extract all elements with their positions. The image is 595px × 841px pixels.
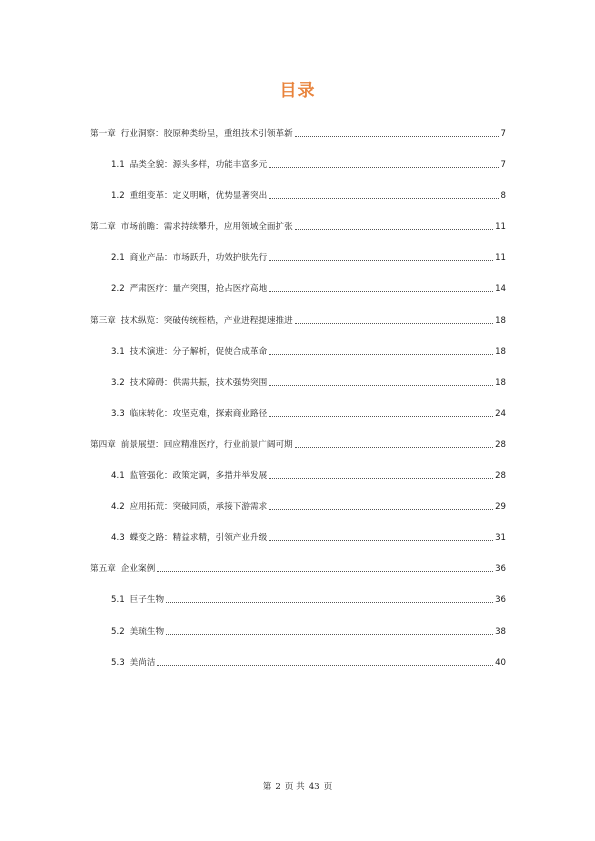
toc-chapter-entry[interactable]	[90, 315, 506, 346]
footer-prefix: 第	[262, 782, 272, 792]
toc-dot-leader	[166, 594, 493, 603]
toc-chapter-entry[interactable]	[90, 563, 506, 594]
toc-entry-page-number: 7	[500, 160, 506, 171]
toc-entry-page-number: 11	[495, 253, 506, 264]
footer-middle: 页 共	[284, 782, 305, 792]
toc-entry-number: 3.3	[111, 408, 125, 419]
toc-entry-number: 第五章	[90, 564, 116, 575]
toc-entry-number: 3.2	[111, 377, 125, 388]
toc-entry-page-number: 31	[495, 533, 506, 544]
toc-entry-number: 5.1	[111, 595, 125, 606]
toc-entry-title: 蝶变之路：精益求精，引领产业升级	[129, 533, 268, 544]
footer-current-page: 2	[275, 782, 281, 792]
toc-entry-title: 技术演进：分子解析，促使合成革命	[129, 346, 268, 357]
toc-entry-number: 2.2	[111, 284, 125, 295]
toc-section-entry[interactable]	[90, 190, 506, 221]
toc-dot-leader	[166, 626, 493, 635]
toc-entry-title: 企业案例	[120, 564, 156, 575]
toc-dot-leader	[269, 470, 493, 479]
toc-entry-number: 5.2	[111, 626, 125, 637]
toc-dot-leader	[269, 252, 493, 261]
toc-entry-title: 行业洞察：胶原种类纷呈，重组技术引领革新	[120, 129, 293, 139]
toc-entry-number: 5.3	[111, 657, 125, 668]
toc-dot-leader	[269, 283, 493, 292]
toc-section-entry[interactable]	[90, 657, 506, 688]
page-footer	[0, 780, 595, 792]
toc-dot-leader	[269, 408, 493, 417]
toc-entry-page-number: 11	[495, 222, 506, 233]
toc-section-entry[interactable]	[90, 283, 506, 314]
toc-entry-number: 1.2	[111, 191, 125, 202]
toc-dot-leader	[295, 315, 493, 324]
toc-entry-number: 第三章	[90, 315, 116, 326]
toc-section-entry[interactable]	[90, 252, 506, 283]
toc-chapter-entry[interactable]	[90, 221, 506, 252]
toc-section-entry[interactable]	[90, 470, 506, 501]
toc-entry-page-number: 18	[495, 315, 506, 326]
toc-entry-page-number: 38	[495, 626, 506, 637]
toc-entry-title: 应用拓荒：突破同质，承接下游需求	[129, 502, 268, 513]
toc-entry-page-number: 18	[495, 377, 506, 388]
toc-entry-title: 严肃医疗：量产突围，抢占医疗高地	[129, 284, 268, 295]
footer-total-pages: 43	[308, 782, 320, 792]
toc-entry-number: 4.1	[111, 471, 125, 482]
toc-entry-page-number: 36	[495, 595, 506, 606]
table-of-contents	[90, 128, 506, 688]
toc-entry-title: 临床转化：攻坚克难，探索商业路径	[129, 408, 268, 419]
toc-dot-leader	[295, 439, 493, 448]
toc-dot-leader	[157, 657, 493, 666]
toc-entry-title: 巨子生物	[129, 595, 165, 606]
toc-entry-title: 前景展望：回应精准医疗，行业前景广阔可期	[120, 439, 293, 450]
toc-chapter-entry[interactable]	[90, 128, 506, 159]
footer-suffix: 页	[323, 782, 333, 792]
toc-entry-number: 1.1	[111, 160, 125, 171]
toc-entry-page-number: 40	[495, 657, 506, 668]
toc-entry-title: 重组变革：定义明晰，优势显著突出	[129, 191, 268, 202]
toc-entry-number: 第一章	[90, 129, 116, 139]
toc-entry-number: 第四章	[90, 439, 116, 450]
toc-section-entry[interactable]	[90, 532, 506, 563]
toc-dot-leader	[269, 532, 493, 541]
toc-section-entry[interactable]	[90, 626, 506, 657]
toc-entry-title: 监管强化：政策定调，多措并举发展	[129, 471, 268, 482]
toc-section-entry[interactable]	[90, 408, 506, 439]
toc-entry-page-number: 14	[495, 284, 506, 295]
toc-dot-leader	[295, 128, 499, 137]
toc-section-entry[interactable]	[90, 377, 506, 408]
toc-entry-title: 市场前瞻：需求持续攀升，应用领域全面扩张	[120, 222, 293, 233]
toc-dot-leader	[269, 377, 493, 386]
toc-section-entry[interactable]	[90, 501, 506, 532]
toc-entry-page-number: 29	[495, 502, 506, 513]
toc-entry-number: 4.3	[111, 533, 125, 544]
toc-entry-title: 美琉生物	[129, 626, 165, 637]
toc-entry-title: 商业产品：市场跃升，功效护肤先行	[129, 253, 268, 264]
toc-dot-leader	[269, 346, 493, 355]
toc-dot-leader	[157, 563, 493, 572]
toc-section-entry[interactable]	[90, 159, 506, 190]
toc-dot-leader	[295, 221, 493, 230]
toc-dot-leader	[269, 501, 493, 510]
toc-entry-page-number: 18	[495, 346, 506, 357]
toc-dot-leader	[269, 190, 498, 199]
toc-entry-title: 品类全貌：源头多样，功能丰富多元	[129, 160, 268, 171]
toc-entry-title: 技术障碍：供需共振，技术强势突围	[129, 377, 268, 388]
toc-entry-page-number: 36	[495, 564, 506, 575]
toc-section-entry[interactable]	[90, 594, 506, 625]
toc-entry-number: 4.2	[111, 502, 125, 513]
toc-entry-title: 技术纵览：突破传统桎梏，产业进程提速推进	[120, 315, 293, 326]
toc-entry-number: 2.1	[111, 253, 125, 264]
toc-entry-title: 美尚洁	[129, 657, 156, 668]
toc-section-entry[interactable]	[90, 346, 506, 377]
toc-entry-number: 3.1	[111, 346, 125, 357]
toc-entry-number: 第二章	[90, 222, 116, 233]
toc-entry-page-number: 7	[500, 129, 506, 139]
toc-dot-leader	[269, 159, 498, 168]
toc-entry-page-number: 24	[495, 408, 506, 419]
toc-entry-page-number: 28	[495, 471, 506, 482]
page-title: 目录	[279, 81, 316, 101]
toc-entry-page-number: 8	[500, 191, 506, 202]
toc-entry-page-number: 28	[495, 439, 506, 450]
toc-chapter-entry[interactable]	[90, 439, 506, 470]
